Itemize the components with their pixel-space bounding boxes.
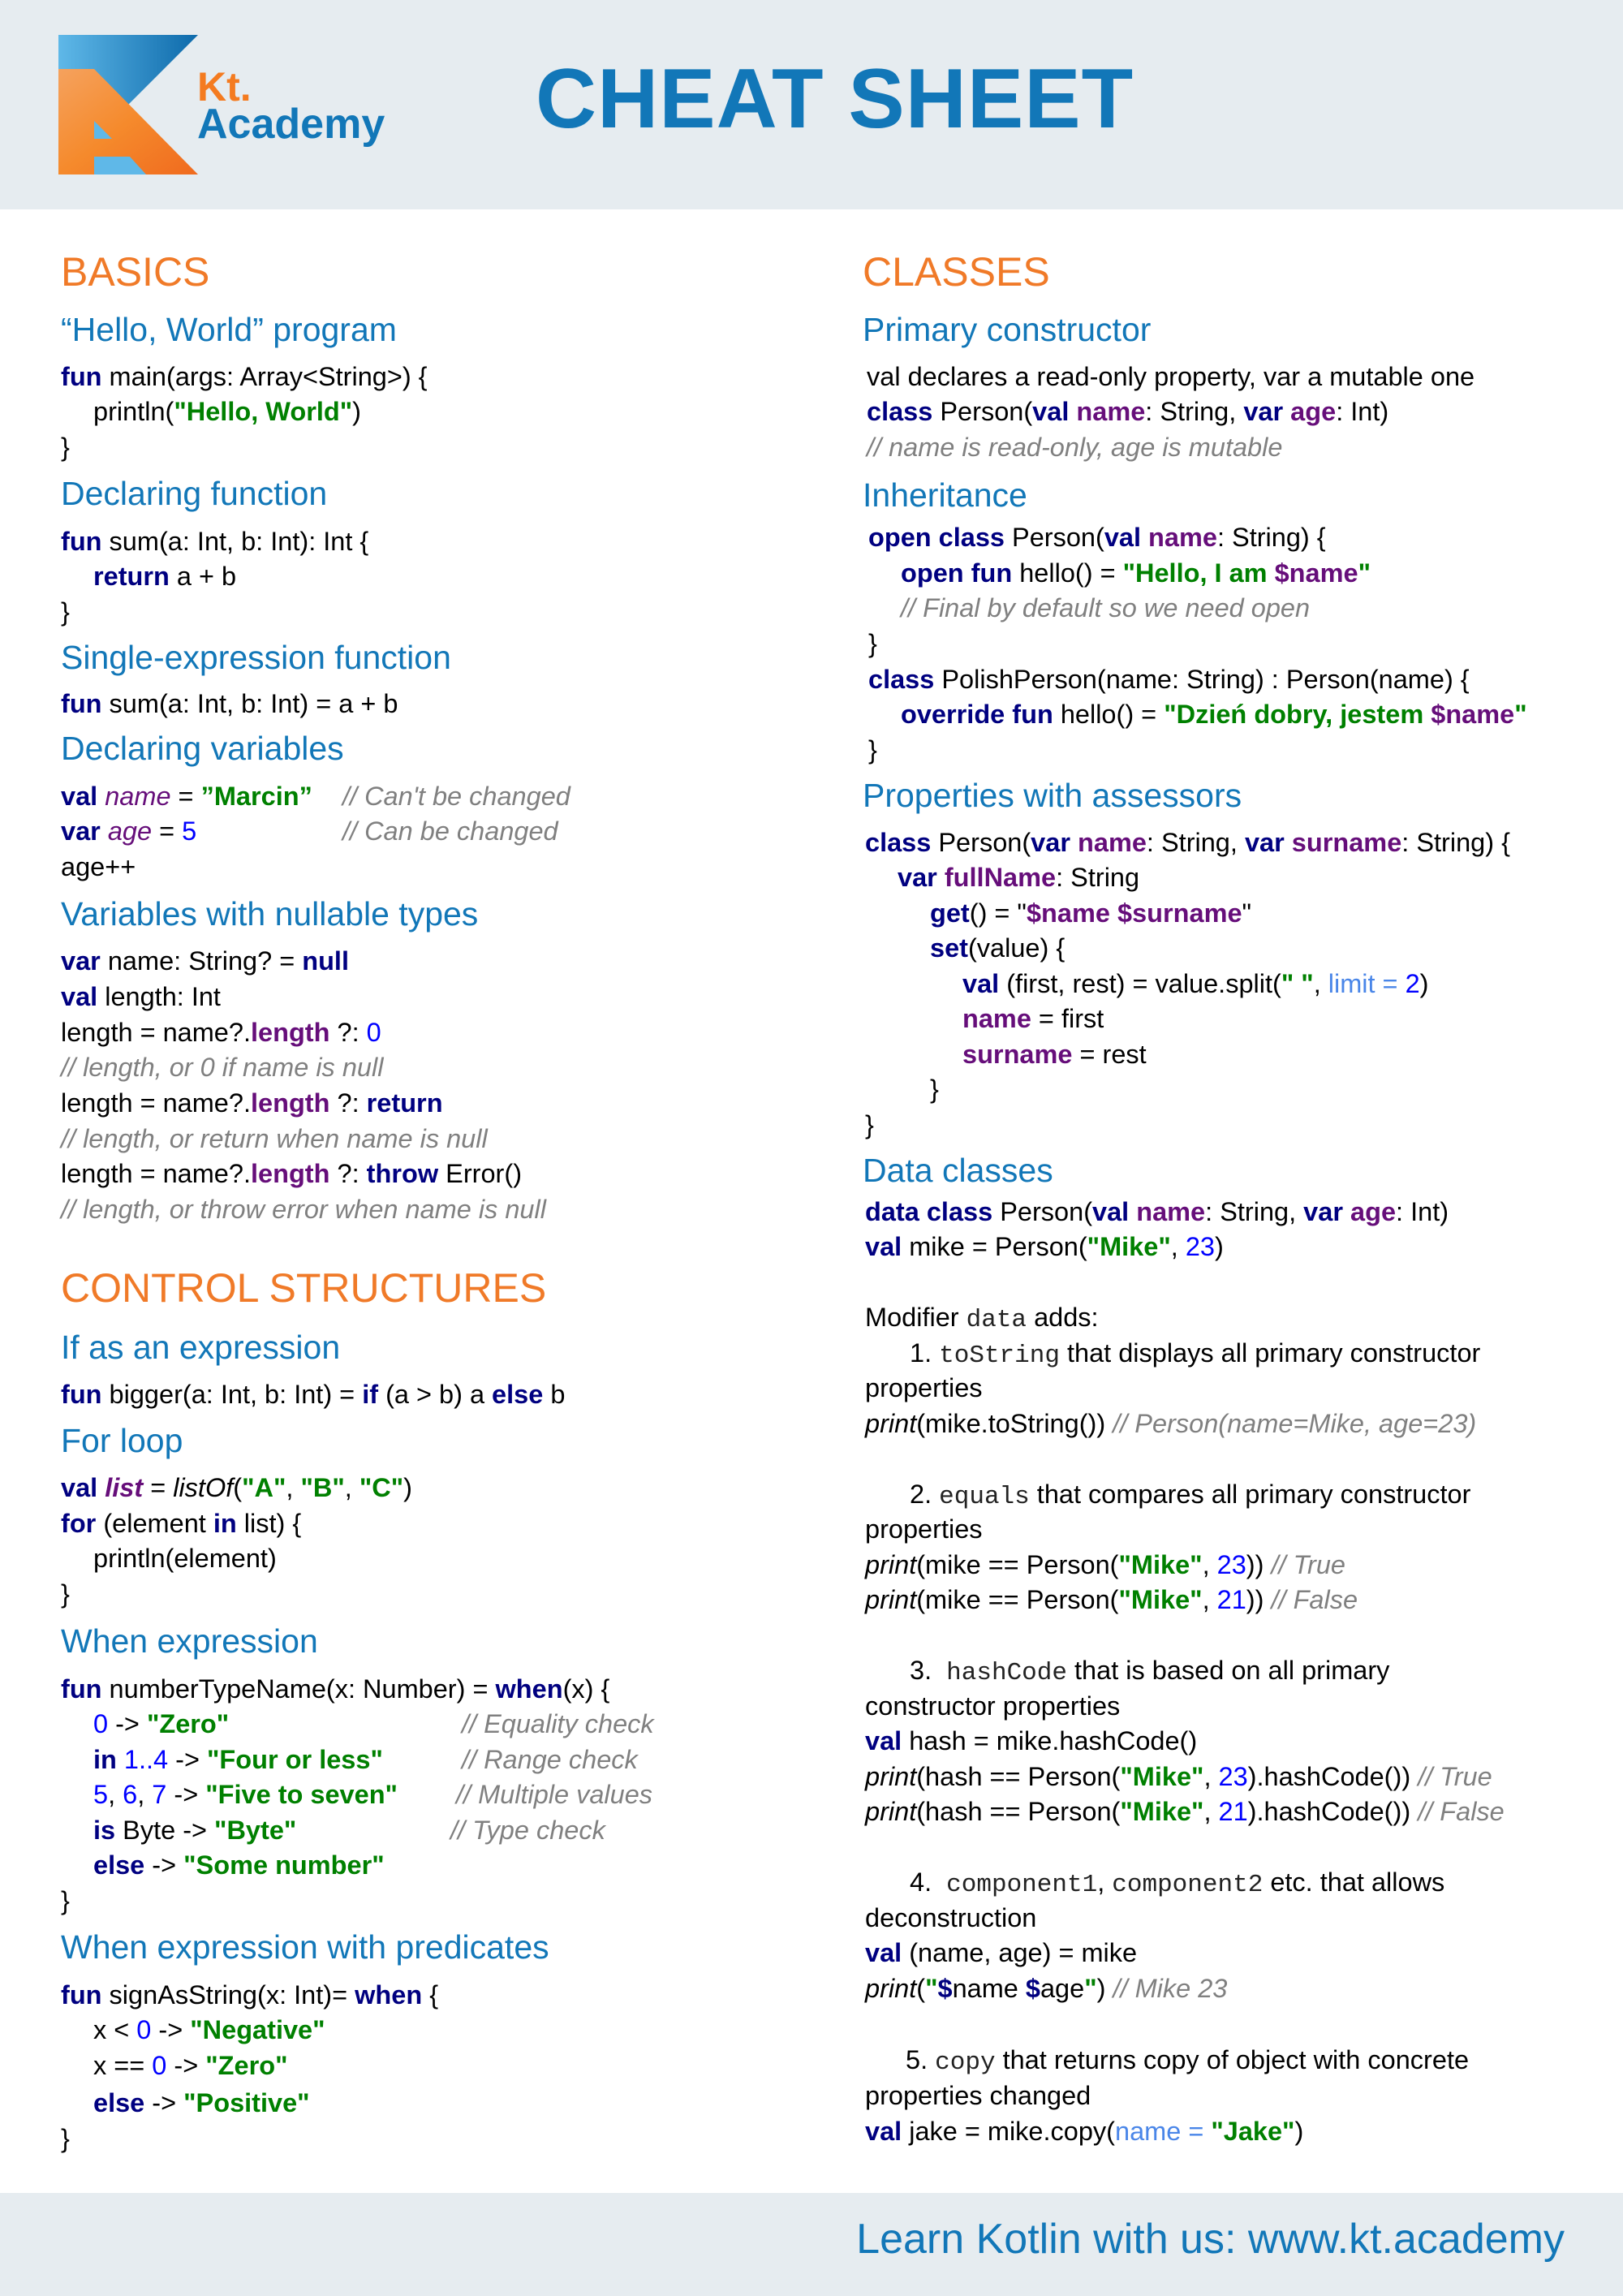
code-line: else -> "Positive"	[93, 2088, 310, 2117]
code-line: print("$name $age") // Mike 23	[865, 1974, 1228, 2003]
code-line: override fun hello() = "Dzień dobry, jestem $name"	[901, 700, 1527, 729]
code-line: open class Person(val name: String) {	[868, 523, 1326, 552]
code-line: val hash = mike.hashCode()	[865, 1726, 1198, 1755]
subsection-single-expression: Single-expression function	[61, 639, 451, 676]
code-line: length = name?.length ?: throw Error()	[61, 1159, 523, 1188]
code-line: val list = listOf("A", "B", "C")	[61, 1473, 412, 1502]
code-line: var name: String? = null	[61, 946, 349, 976]
subsection-properties-accessors: Properties with assessors	[863, 777, 1242, 814]
text-line: deconstruction	[865, 1903, 1037, 1932]
header-band	[0, 0, 1623, 209]
code-line: get() = "$name $surname"	[930, 898, 1252, 928]
list-item-equals: 2. equals that compares all primary constructor	[910, 1480, 1471, 1511]
code-line: length = name?.length ?: 0	[61, 1018, 381, 1047]
code-line: class Person(var name: String, var surname: String) {	[865, 828, 1510, 857]
code-line: println(element)	[93, 1544, 277, 1573]
code-line: class PolishPerson(name: String) : Person(name) {	[868, 665, 1470, 694]
code-line: print(mike == Person("Mike", 23)) // True	[865, 1550, 1345, 1579]
code-line: age++	[61, 852, 136, 881]
subsection-for-loop: For loop	[61, 1422, 183, 1459]
code-line: val jake = mike.copy(name = "Jake")	[865, 2117, 1304, 2146]
code-line: x == 0 -> "Zero"	[93, 2051, 288, 2080]
list-item-components: 4. component1, component2 etc. that allows	[910, 1867, 1445, 1899]
section-title-classes: CLASSES	[863, 249, 1050, 295]
list-item-tostring: 1. toString that displays all primary constructor	[910, 1338, 1481, 1370]
code-line: }	[61, 1886, 70, 1915]
code-comment: // length, or return when name is null	[61, 1124, 488, 1153]
text-line: properties changed	[865, 2081, 1091, 2110]
subsection-declaring-function: Declaring function	[61, 475, 328, 512]
code-comment: // length, or 0 if name is null	[61, 1053, 384, 1082]
code-line: }	[61, 1579, 70, 1609]
code-line: is Byte -> "Byte" // Type check	[93, 1816, 605, 1845]
subsection-when-predicates: When expression with predicates	[61, 1928, 549, 1966]
text-line: properties	[865, 1514, 983, 1544]
logo-text-kt: Kt.	[197, 64, 252, 110]
code-line: }	[61, 597, 70, 627]
code-comment: // name is read-only, age is mutable	[867, 433, 1283, 462]
code-line: length = name?.length ?: return	[61, 1088, 443, 1118]
code-line: }	[868, 629, 877, 658]
code-line: val length: Int	[61, 982, 221, 1011]
code-line: surname = rest	[962, 1040, 1147, 1069]
code-line: }	[930, 1075, 939, 1104]
code-line: print(hash == Person("Mike", 23).hashCode()) // True	[865, 1762, 1492, 1791]
code-line: val (first, rest) = value.split(" ", limit = 2)	[962, 969, 1429, 998]
code-line: print(mike == Person("Mike", 21)) // False	[865, 1585, 1358, 1614]
text-line: constructor properties	[865, 1691, 1121, 1721]
code-line: var fullName: String	[898, 863, 1140, 892]
text-line: val declares a read-only property, var a mutable one	[867, 362, 1475, 391]
code-line: fun numberTypeName(x: Number) = when(x) {	[61, 1674, 610, 1704]
code-line: print(hash == Person("Mike", 21).hashCode()) // False	[865, 1797, 1505, 1826]
code-line: val mike = Person("Mike", 23)	[865, 1232, 1224, 1261]
code-line: }	[61, 2124, 70, 2153]
list-item-copy: 5. copy that returns copy of object with concrete	[906, 2045, 1470, 2077]
code-line: println("Hello, World")	[93, 397, 361, 426]
subsection-data-classes: Data classes	[863, 1152, 1053, 1189]
subsection-inheritance: Inheritance	[863, 476, 1027, 514]
footer-link[interactable]: Learn Kotlin with us: www.kt.academy	[856, 2216, 1565, 2263]
code-line: else -> "Some number"	[93, 1850, 385, 1880]
code-line: class Person(val name: String, var age: Int)	[867, 397, 1389, 426]
code-line: set(value) {	[930, 933, 1065, 963]
subsection-if-expression: If as an expression	[61, 1329, 341, 1366]
code-line: fun main(args: Array<String>) {	[61, 362, 428, 391]
subsection-declaring-variables: Declaring variables	[61, 730, 344, 767]
subsection-nullable-types: Variables with nullable types	[61, 895, 479, 933]
code-line: fun signAsString(x: Int)= when {	[61, 1980, 439, 2010]
code-comment: // Final by default so we need open	[901, 593, 1311, 622]
code-line: fun sum(a: Int, b: Int): Int {	[61, 527, 369, 556]
code-line: }	[61, 433, 70, 462]
code-line: fun bigger(a: Int, b: Int) = if (a > b) a else b	[61, 1380, 566, 1409]
code-line: open fun hello() = "Hello, I am $name"	[901, 558, 1371, 588]
section-title-basics: BASICS	[61, 249, 210, 295]
code-line: 0 -> "Zero" // Equality check	[93, 1709, 654, 1738]
subsection-hello-world: “Hello, World” program	[61, 311, 397, 348]
code-line: val name = ”Marcin” // Can't be changed	[61, 782, 570, 811]
code-comment: // length, or throw error when name is null	[61, 1195, 546, 1224]
kt-academy-logo-icon	[58, 35, 198, 174]
subsection-when-expression: When expression	[61, 1622, 318, 1660]
page-title: CHEAT SHEET	[536, 52, 1134, 146]
code-line: for (element in list) {	[61, 1509, 302, 1538]
code-line: }	[868, 735, 877, 765]
text-line: Modifier data adds:	[865, 1303, 1099, 1334]
code-line: return a + b	[93, 562, 237, 591]
text-line: properties	[865, 1373, 983, 1402]
logo-text-academy: Academy	[197, 101, 385, 148]
code-line: val (name, age) = mike	[865, 1938, 1138, 1967]
subsection-primary-constructor: Primary constructor	[863, 311, 1152, 348]
list-item-hashcode: 3. hashCode that is based on all primary	[910, 1656, 1390, 1687]
section-title-control-structures: CONTROL STRUCTURES	[61, 1265, 547, 1311]
code-line: name = first	[962, 1004, 1104, 1033]
code-line: fun sum(a: Int, b: Int) = a + b	[61, 689, 398, 718]
code-line: data class Person(val name: String, var age: Int)	[865, 1197, 1449, 1226]
code-line: }	[865, 1110, 874, 1139]
code-line: 5, 6, 7 -> "Five to seven" // Multiple values	[93, 1780, 653, 1809]
code-line: var age = 5 // Can be changed	[61, 816, 558, 846]
code-line: x < 0 -> "Negative"	[93, 2015, 325, 2044]
code-line: in 1..4 -> "Four or less" // Range check	[93, 1745, 638, 1774]
code-line: print(mike.toString()) // Person(name=Mike, age=23)	[865, 1409, 1477, 1438]
